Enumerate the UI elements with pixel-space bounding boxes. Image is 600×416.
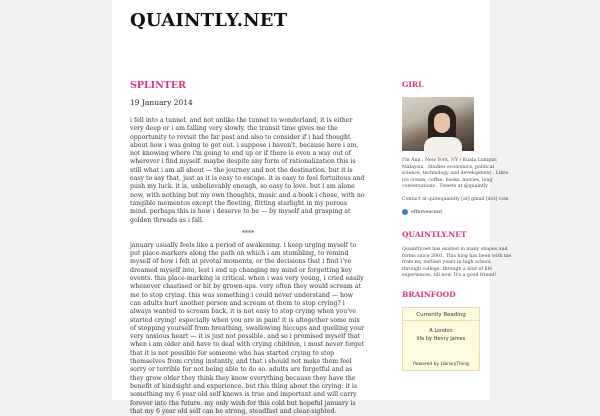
girl-title: GIRL xyxy=(402,80,424,89)
book-author: life by Henry James xyxy=(416,335,466,342)
site-title[interactable]: QUAINTLY.NET xyxy=(130,10,288,31)
book-title[interactable]: A London xyxy=(429,327,453,334)
post xyxy=(130,80,366,416)
girl-contact: Contact at quitequaintly [at] gmail [dot] com xyxy=(402,196,509,202)
sidebar xyxy=(402,80,512,381)
girl-section xyxy=(402,80,512,215)
post-paragraph: i fell into a tunnel. and not unlike the tunnel to wonderland, it is either very deep or i am falling very slowly. the transit time gives me the opportunity to revisit the far past and also to consider if i had thought about how i was going to get out. i suppose i haven't, because here i am, not knowing where i'm going to end up or if there is even a way out of wherever i find myself. maybe despite any form of rationalization this is still what i am all about — the journey and not the destination. but it is easy to say that, just as it is easy to escape. it is easy to feel fortuitous and push my luck. it is, unbelievably enough, so easy to love. but i am alone now, with nothing but my own thoughts, music and a book i chose, with no tangible mementos except the fleeting, flitting starlight in my porous mind. perhaps this is how i deserve to be — by myself and grasping at golden threads as i fall. xyxy=(130,117,365,224)
post-title[interactable]: SPLINTER xyxy=(130,80,187,91)
widget-label: effervescent xyxy=(411,209,443,215)
about-title: QUAINTLY.NET xyxy=(402,230,467,239)
effervescent-widget[interactable] xyxy=(402,209,512,215)
about-section xyxy=(402,230,512,280)
currently-reading-widget[interactable] xyxy=(402,307,480,371)
effervescent-icon xyxy=(402,209,408,215)
post-date: 19 January 2014 xyxy=(130,98,193,107)
brainfood-section xyxy=(402,290,512,371)
about-text: Quaintly.net has existed in many shapes and forms since 2001. This blog has been with me from my earliest years in high school, through college, through a blur of life experiences, till now. It's a good friend! xyxy=(402,247,512,278)
librarything-footer[interactable]: Powered by LibraryThing xyxy=(413,361,469,367)
brainfood-title: BRAINFOOD xyxy=(402,289,456,299)
post-body xyxy=(130,117,366,416)
currently-reading-header: Currently Reading xyxy=(403,308,479,321)
post-paragraph: january usually feels like a period of awakening. i keep urging myself to put place-markers along the path on which i am stumbling, to remind myself of how i felt at pivotal moments, or the decisions that i find i've dreamed myself into, lest i end up changing my mind or forgetting key events. this place-marking is critical. when i was very young, i cried easily whenever chastised or hit by grown-ups. very often they would scream at me to stop crying. this was something i could never understand — how can adults hurt another person and scream at them to stop crying? i always wanted to scream back, it is not easy to stop crying when you've started crying! especially when you are in pain! it is altogether some mix of stopping yourself from breathing, swallowing hiccups and quelling your very anxious heart — it is just not possible. and so i promised myself that when i am older and have to deal with crying children, i must never forget that it is not possible for someone who has started crying to stop themselves from crying instantly, and that i should not make them feel sorry or terrible for not being able to do so. adults are forgetful and as they grow older they think they know everything because they have the benefit of hindsight and experience. but this thing about the crying: it is something my 6 year old self knows is true and important and will carry forever into the future. my only wish for this cold but hopeful january is that my 6 year old self can be strong, steadfast and clear-sighted. xyxy=(130,241,365,415)
girl-bio: I'm Ann . New York, NY / Kuala Lumpur, Malaysia . Studies economics, political science, technology and development . Likes ice cream, coffee, books, movies, long conversations . Tweets at @quaintly xyxy=(402,158,509,189)
post-separator: **** xyxy=(241,229,255,237)
profile-photo xyxy=(402,97,474,151)
page xyxy=(112,0,512,415)
